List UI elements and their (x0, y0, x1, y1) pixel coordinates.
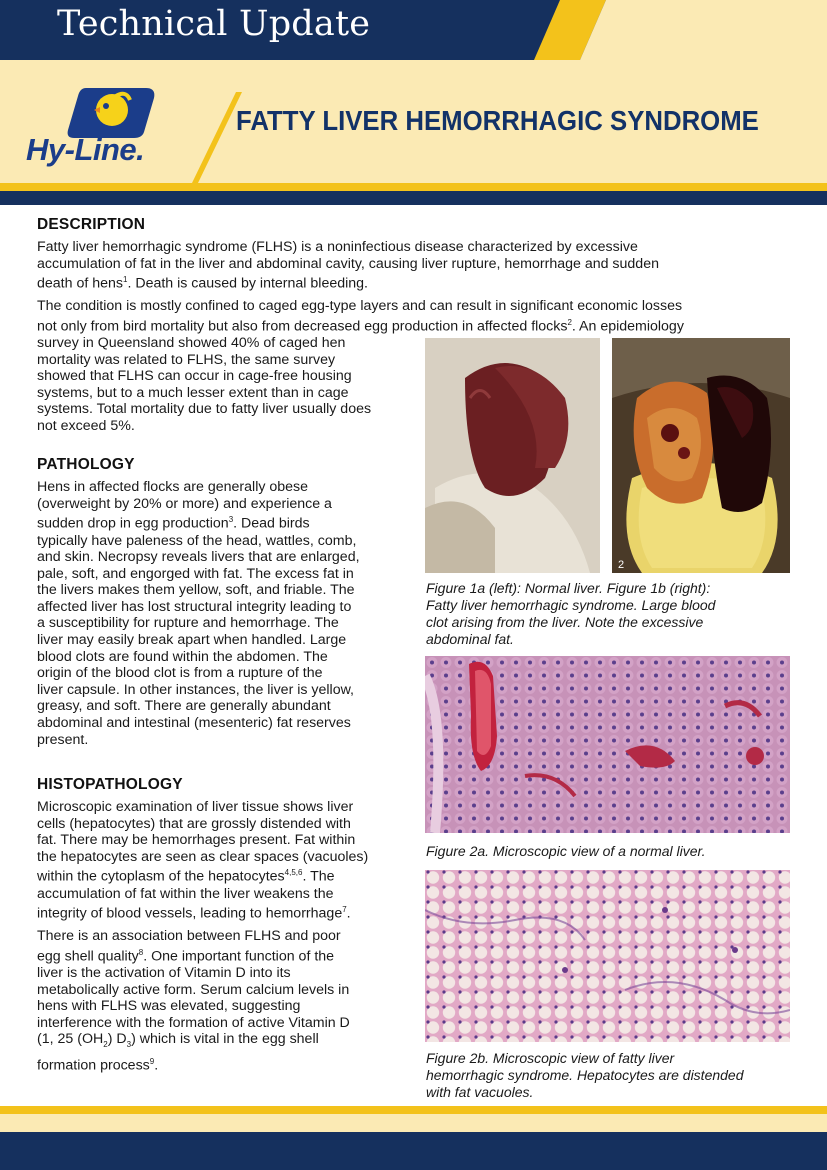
figure-1b-fatty-liver-photo (612, 338, 790, 573)
figure-1a-normal-liver-photo (425, 338, 600, 573)
figure-2b-fatty-liver-micrograph (425, 870, 790, 1042)
header-gold-rule (0, 183, 827, 191)
footer-navy-bar (0, 1132, 827, 1170)
hy-line-wordmark: Hy-Line. (26, 132, 145, 167)
histopathology-paragraph-1: Microscopic examination of liver tissue shows liver cells (hepatocytes) that are grossly distended with fat. There may be hemorrhages present. Fat within the hepatocytes are seen as clear spaces (vacuoles) within the cytoplasm of the hepatocytes$^{4,5,6}$. The accumulation of fat within the liver weakens the integrity of blood vessels, leading to hemorrhage$^7$. (37, 799, 369, 923)
series-title: Technical Update (57, 4, 371, 44)
page-title: FATTY LIVER HEMORRHAGIC SYNDROME (236, 105, 759, 136)
histopathology-paragraph-2: There is an association between FLHS and poor egg shell quality$^8$. One important function of the liver is the activation of Vitamin D into its metabolically active form. Serum calcium levels in hens with FLHS was elevated, suggesting interference with the formation of active Vitamin D (1, 25 $(OH_2)$ $D_3$) which is vital in the egg shell formation process$^9$. (37, 928, 350, 1074)
pathology-paragraph: Hens in affected flocks are generally obese (overweight by 20% or more) and experience a sudden drop in egg production$^3$. Dead birds typically have paleness of the head, wattles, comb, and skin. Necropsy reveals livers that are enlarged, pale, soft, and engorged with fat. The excess fat in the livers makes them yellow, soft, and friable. The affected liver has lost structural integrity leading to a susceptibility for rupture and hemorrhage. The liver may easily break apart when handled. Large blood clots are found within the abdomen. The origin of the blood clot is from a rupture of the liver capsule. In other instances, the liver is yellow, greasy, and soft. There are generally abundant abdominal and intestinal (mesenteric) fat reserves present. (37, 479, 360, 748)
figure-1-label: 2 (618, 559, 625, 571)
figure-2a-normal-micrograph (425, 656, 790, 833)
figure-1-caption: Figure 1a (left): Normal liver. Figure 1b (right): Fatty liver hemorrhagic syndrome. Large blood clot arising from the liver. Note the excessive abdominal fat. (426, 580, 716, 647)
figure-2a-caption: Figure 2a. Microscopic view of a normal liver. (426, 843, 706, 859)
description-heading: DESCRIPTION (37, 216, 146, 233)
pathology-heading: PATHOLOGY (37, 456, 135, 473)
description-paragraph-2: The condition is mostly confined to caged egg-type layers and can result in significant economic losses not only from bird mortality but also from decreased egg production in affected flocks$^2$. An epidemiology survey in Queensland showed 40% of caged hen mortality was related to FLHS, the same survey showed that FLHS can occur in cage-free housing systems, but to a much lesser extent than in cage systems. Total mortality due to fatty liver usually does not exceed 5%. (37, 298, 684, 434)
footer-gold-rule (0, 1106, 827, 1114)
histopathology-heading: HISTOPATHOLOGY (37, 776, 183, 793)
footer-cream-band (0, 1114, 827, 1132)
figure-2b-caption: Figure 2b. Microscopic view of fatty liver hemorrhagic syndrome. Hepatocytes are distended with fat vacuoles. (426, 1050, 744, 1100)
description-paragraph-1: Fatty liver hemorrhagic syndrome (FLHS) is a noninfectious disease characterized by excessive accumulation of fat in the liver and abdominal cavity, causing liver rupture, hemorrhage and sudden death of hens$^1$. Death is caused by internal bleeding. (37, 239, 659, 292)
header-navy-rule (0, 191, 827, 205)
